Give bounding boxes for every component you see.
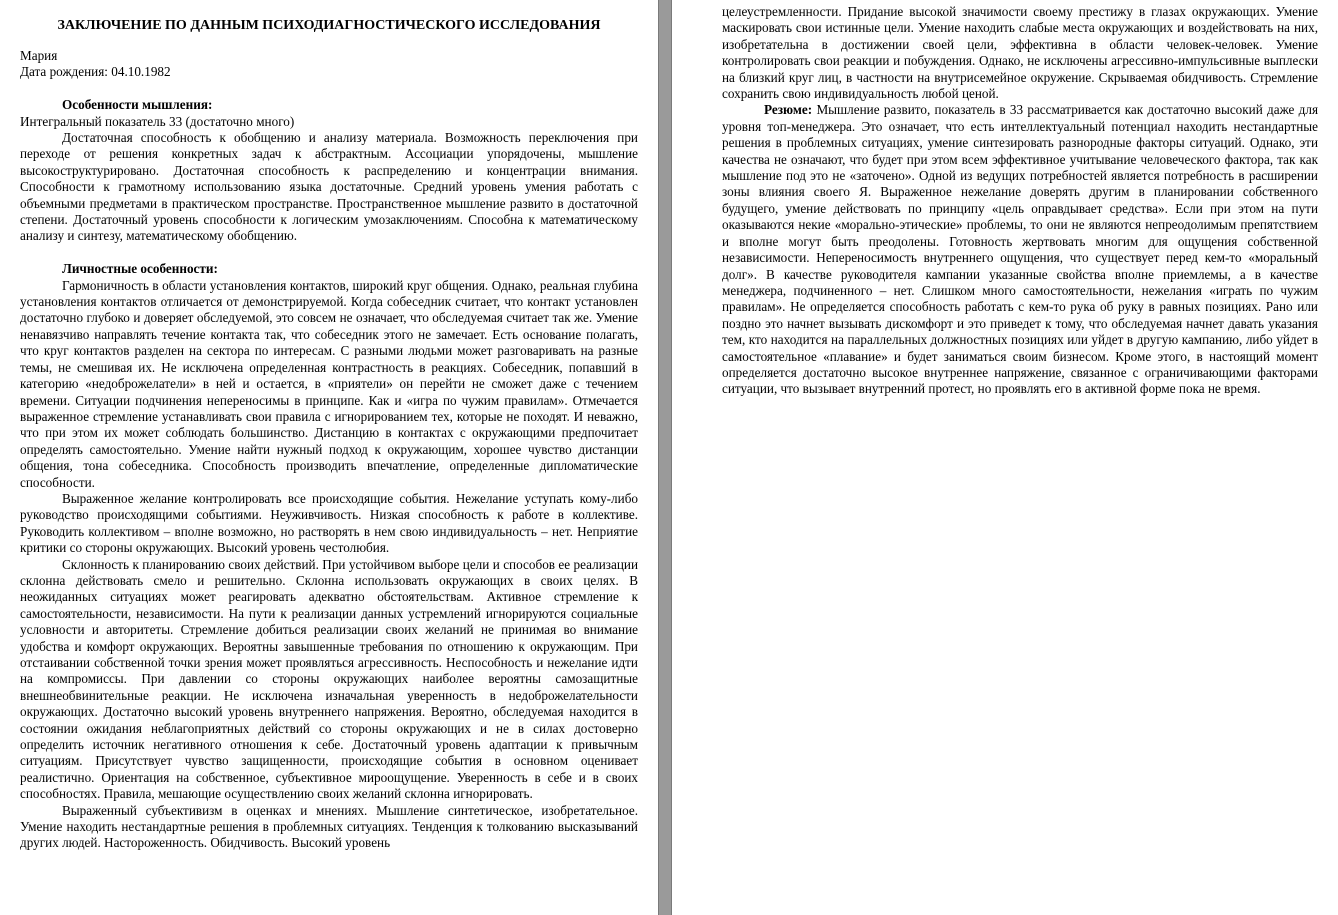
personality-paragraph-3: Склонность к планированию своих действий. При устойчивом выборе цели и способов ее реализации склонна действовать смело и решительно. Склонна использовать окружающих в своих целях. В неожиданных ситуациях может реагировать адекватно обстоятельствам. Активное стремление к самостоятельности, независимости. На пути к реализации данных устремлений игнорируются социальные условности и авторитеты. Стремление добиться реализации своих желаний не принимая во внимание удобства и комфорт окружающих. Вероятны завышенные требования по отношению к окружающим. При отстаивании собственной точки зрения может проявляться агрессивность. Неспособность и нежелание идти на компромиссы. При давлении со стороны окружающих наиболее вероятны самозащитные внешнеобвинительные реакции. Не исключена изначальная уверенность в недоброжелательности окружающих. Достаточно высокий уровень внутреннего напряжения. Вероятно, обследуемая находится в состоянии ожидания неблагоприятных действий со стороны окружающих и не в силах достоверно определить источник негативного отношения к себе. Достаточный уровень адаптации к привычным ситуациям. Присутствует чувство защищенности, происходящие события в основном оценивает реалистично. Ориентация на собственное, субъективное мироощущение. Уверенность в себе и в своих способностях. Правила, мешающие осуществлению своих желаний склонна игнорировать. — [20, 556, 638, 802]
thinking-heading: Особенности мышления: — [62, 97, 213, 113]
document-page-right — [672, 0, 1338, 915]
birth-date: Дата рождения: 04.10.1982 — [20, 64, 171, 80]
summary-paragraph — [722, 102, 1318, 397]
document-title: ЗАКЛЮЧЕНИЕ ПО ДАННЫМ ПСИХОДИАГНОСТИЧЕСКОГО ИССЛЕДОВАНИЯ — [57, 18, 601, 33]
personality-paragraph-4-continued: целеустремленности. Придание высокой значимости своему престижу в глазах окружающих. Умение маскировать свои истинные цели. Умение находить слабые места окружающих и воздействовать на них, изобретательна в достижении своей цели, эффективна в области человек-человек. Умение контролировать свои реакции и побуждения. Однако, не исключены агрессивно-импульсивные выплески на близкий круг лиц, в частности на внутрисемейное окружение. Скрываемая обидчивость. Стремление сохранить свою индивидуальность любой ценой. — [722, 4, 1318, 102]
personality-paragraph-1: Гармоничность в области установления контактов, широкий круг общения. Однако, реальная глубина установления контактов отличается от демонстрируемой. Когда собеседник считает, что контакт установлен достаточно глубоко и доверяет обследуемой, это совсем не означает, что обследуемая считает так же. Умение ненавязчиво направлять течение контакта так, что собеседник этого не замечает. Есть основание полагать, что круг контактов разделен на сектора по интересам. С разными людьми может разговаривать на разные темы, не смешивая их. Не исключена определенная контрастность в реакциях. Собеседник, попавший в категорию «недоброжелатели» в ней и остается, в «приятели» он перейти не сможет даже с течением времени. Ситуации подчинения непереносимы в принципе. Как и «игра по чужим правилам». Отмечается выраженное стремление устанавливать свои правила с игнорированием тех, которые не походят. И неважно, что при этом их может соблюдать большинство. Дистанцию в контактах с окружающими предпочитает определять самостоятельно. Умение найти нужный подход к окружающим, хорошее чувство дистанции общения, тона собеседника. Способность производить впечатление, определенные дипломатические способности. — [20, 277, 638, 490]
page-divider — [658, 0, 672, 915]
spacer — [20, 81, 638, 97]
personality-paragraph-2: Выраженное желание контролировать все происходящие события. Нежелание уступать кому-либо руководство происходящими событиями. Неуживчивость. Низкая способность к работе в коллективе. Руководить коллективом – вполне возможно, но растворять в нем свою индивидуальность – нет. Неприятие критики со стороны окружающих. Высокий уровень честолюбия. — [20, 490, 638, 556]
spacer — [20, 245, 638, 261]
personality-paragraph-4: Выраженный субъективизм в оценках и мнениях. Мышление синтетическое, изобретательное. Умение находить нестандартные решения в проблемных ситуациях. Тенденция к толкованию высказываний других людей. Настороженность. Обидчивость. Высокий уровень — [20, 802, 638, 851]
summary-lead: Резюме: — [764, 102, 813, 118]
integral-index: Интегральный показатель 33 (достаточно много) — [20, 113, 295, 129]
thinking-paragraph: Достаточная способность к обобщению и анализу материала. Возможность переключения при переходе от решения конкретных задач к абстрактным. Ассоциации упорядочены, мышление высокоструктурировано. Достаточная способность к распределению и концентрации внимания. Способности к грамотному использованию языка достаточные. Средний уровень умения работать с объемными предметами в практическом пространстве. Пространственное мышление развито в достаточной степени. Достаточный уровень способности к логическим умозаключениям. Способна к математическому анализу и синтезу, математическому обобщению. — [20, 130, 638, 244]
summary-text: Мышление развито, показатель в 33 рассматривается как достаточно высокий даже для уровня топ-менеджера. Это означает, что есть интеллектуальный потенциал находить нестандартные решения в проблемных ситуациях, умение синтезировать разнородные факторы ситуаций. Однако, эти качества не означают, что будет при этом всем эффективное учитывание человеческого фактора, так как мышление под это не «заточено». Одной из ведущих потребностей является потребность в расширении зоны влияния своего Я. Выраженное нежелание доверять другим в планировании собственного будущего, умение действовать по принципу «цель оправдывает средства». Если при этом на пути оказываются некие «морально-этические» проблемы, то они не являются непреодолимым препятствием и вполне могут быть преодолены. Готовность жертвовать многим для ощущения собственной независимости. Непереносимость внутреннего ощущения, что существует перед кем-то «моральный долг». В качестве руководителя кампании указанные свойства вполне приемлемы, а в качестве менеджера, подчиненного – нет. Слишком много самостоятельности, нежелания «играть по чужим правилам». Не определяется способность работать с кем-то рука об руку в равных позициях. Рано или поздно это начнет вызывать дискомфорт и это приведет к тому, что обследуемая начнет давать указания тем, кто находится на параллельных должностных позициях или уйдет в другую кампанию, либо уйдет в самостоятельное «плавание» и будет заниматься своим бизнесом. Кроме этого, в настоящий момент определяется достаточно высокое внутреннее напряжение, связанное с ограничивающими факторами ситуации, что вызывает внутренний протест, но проявлять его в активной форме пока не время. — [722, 102, 1319, 397]
personality-heading: Личностные особенности: — [62, 261, 218, 277]
document-page-left — [0, 0, 658, 915]
subject-name: Мария — [20, 48, 58, 63]
